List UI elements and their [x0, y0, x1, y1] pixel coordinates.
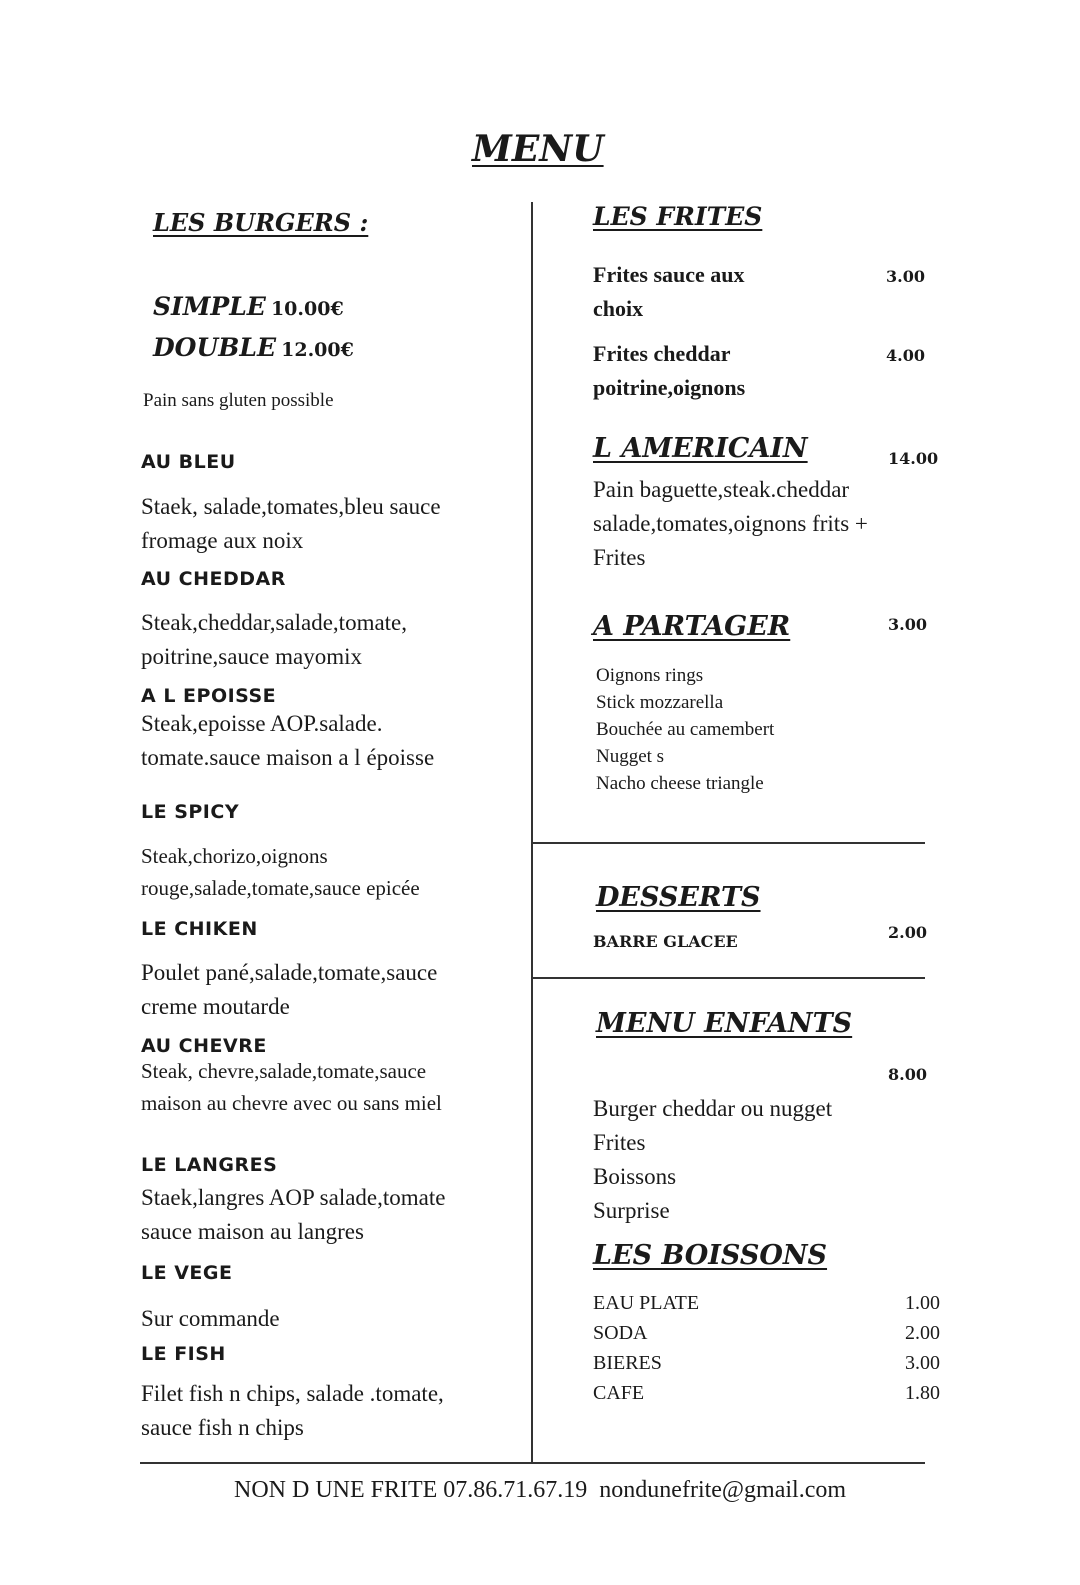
burger-desc: Steak, chevre,salade,tomate,sauce maison au chevre avec ou sans miel [141, 1059, 442, 1115]
burger-name: LE SPICY [141, 801, 240, 823]
double-price: 12.00€ [281, 339, 354, 361]
enfants-header: MENU ENFANTS [596, 1008, 853, 1039]
boisson-name: SODA [593, 1322, 648, 1344]
burger-name: LE LANGRES [141, 1154, 278, 1176]
burger-name: AU CHEVRE [141, 1035, 267, 1057]
burger-name: AU CHEDDAR [141, 568, 286, 590]
burger-desc: Staek, salade,tomates,bleu sauce fromage aux noix [141, 494, 441, 553]
boisson-name: BIERES [593, 1352, 662, 1374]
frites-item-price: 4.00 [886, 346, 925, 365]
boissons-header: LES BOISSONS [593, 1240, 828, 1271]
partager-item: Oignons rings [596, 665, 704, 686]
price-double [153, 333, 354, 362]
partager-header: A PARTAGER [593, 611, 791, 642]
burger-desc: Sur commande [141, 1306, 280, 1331]
column-divider [531, 202, 533, 1464]
boisson-price: 3.00 [905, 1352, 940, 1374]
enfants-item: Burger cheddar ou nugget [593, 1096, 833, 1121]
boissons-list [593, 1288, 940, 1408]
burger-desc: Filet fish n chips, salade .tomate, sauce fish n chips [141, 1381, 444, 1440]
boisson-name: EAU PLATE [593, 1292, 700, 1314]
desserts-header: DESSERTS [596, 882, 761, 913]
gluten-note: Pain sans gluten possible [143, 390, 334, 411]
burgers-header: LES BURGERS : [153, 208, 369, 237]
boisson-price: 2.00 [905, 1322, 940, 1344]
divider-after-desserts [533, 977, 925, 979]
partager-item: Nacho cheese triangle [596, 773, 764, 794]
frites-item [593, 337, 925, 405]
simple-price: 10.00€ [270, 298, 344, 320]
americain-header: L AMERICAIN [593, 433, 808, 464]
burger-name: LE VEGE [141, 1262, 233, 1284]
footer-contact: NON D UNE FRITE 07.86.71.67.19 nondunefrite@gmail.com [233, 1477, 847, 1503]
frites-item-name: Frites cheddar poitrine,oignons [593, 341, 746, 400]
enfants-item: Surprise [593, 1198, 670, 1223]
footer-divider [140, 1462, 925, 1464]
boisson-price: 1.00 [905, 1292, 940, 1314]
frites-header: LES FRITES [593, 202, 763, 231]
burger-name: AU BLEU [141, 451, 236, 473]
burger-desc: Steak,epoisse AOP.salade. tomate.sauce maison a l époisse [141, 711, 435, 770]
burger-desc: Staek,langres AOP salade,tomate sauce maison au langres [141, 1185, 446, 1244]
boisson-row [593, 1288, 940, 1318]
burger-desc: Poulet pané,salade,tomate,sauce creme moutarde [141, 960, 438, 1019]
enfants-price: 8.00 [888, 1065, 927, 1084]
double-label: DOUBLE [153, 333, 277, 362]
desserts-price: 2.00 [888, 923, 927, 942]
boisson-name: CAFE [593, 1382, 645, 1404]
enfants-item: Frites [593, 1130, 646, 1155]
frites-item-price: 3.00 [886, 267, 925, 286]
boisson-row [593, 1348, 940, 1378]
menu-title: MENU [472, 128, 604, 170]
burger-name: A L EPOISSE [141, 685, 277, 707]
americain-desc: Pain baguette,steak.cheddar salade,tomates,oignons frits + Frites [593, 477, 868, 570]
frites-item [593, 258, 925, 326]
burger-name: LE FISH [141, 1343, 226, 1365]
divider-after-partager [533, 842, 925, 844]
burger-desc: Steak,cheddar,salade,tomate, poitrine,sauce mayomix [141, 610, 408, 669]
boisson-row [593, 1318, 940, 1348]
desserts-item: BARRE GLACEE [593, 932, 738, 951]
partager-item: Stick mozzarella [596, 692, 724, 713]
frites-item-name: Frites sauce aux choix [593, 262, 745, 321]
partager-item: Bouchée au camembert [596, 719, 775, 740]
boisson-price: 1.80 [905, 1382, 940, 1404]
simple-label: SIMPLE [153, 292, 266, 321]
partager-price: 3.00 [888, 615, 927, 634]
burger-name: LE CHIKEN [141, 918, 258, 940]
partager-item: Nugget s [596, 746, 665, 767]
boisson-row [593, 1378, 940, 1408]
price-simple [153, 292, 344, 321]
enfants-item: Boissons [593, 1164, 677, 1189]
burger-desc: Steak,chorizo,oignons rouge,salade,tomate,sauce epicée [141, 844, 420, 900]
americain-price: 14.00 [888, 449, 939, 468]
